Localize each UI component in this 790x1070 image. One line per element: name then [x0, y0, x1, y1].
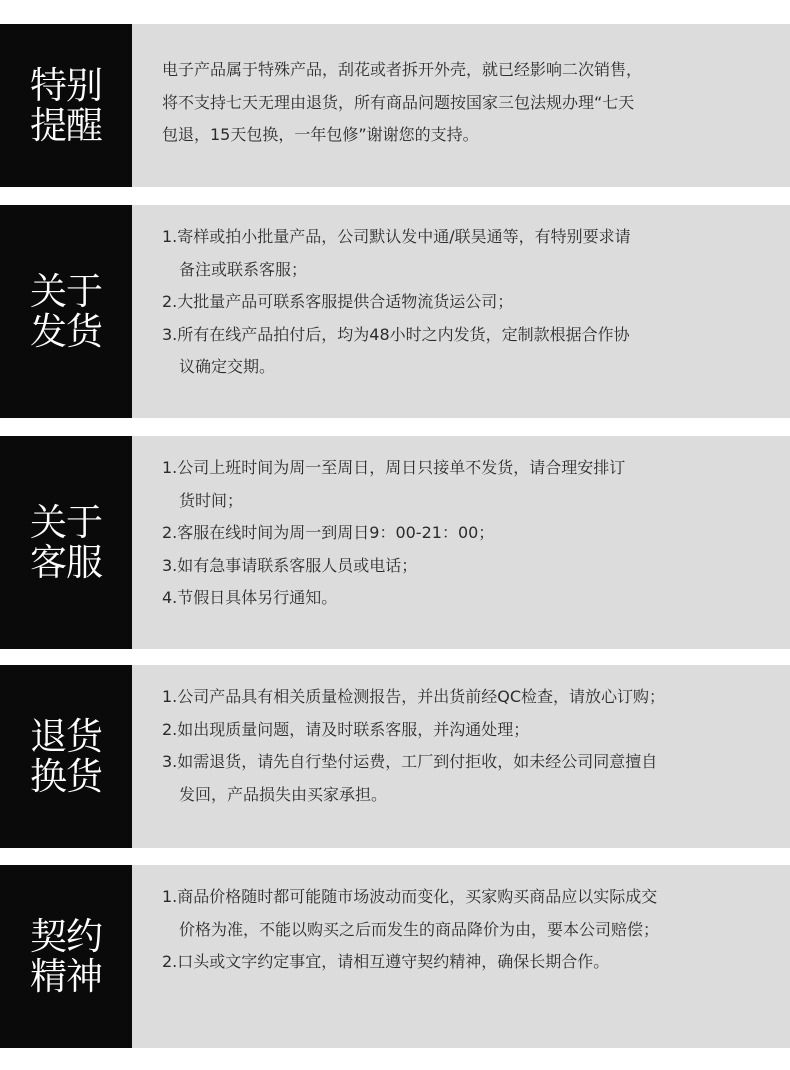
section-text [162, 54, 780, 152]
section-content [132, 865, 790, 1048]
text-line: 1.公司产品具有相关质量检测报告，并出货前经QC检查，请放心订购； [162, 687, 666, 706]
section-title-line: 换货 [30, 754, 102, 798]
section-title-block [0, 24, 132, 187]
section-special-notice [0, 24, 790, 187]
section-content [132, 436, 790, 649]
text-line: 2.大批量产品可联系客服提供合适物流货运公司； [162, 292, 514, 311]
section-text [162, 681, 780, 811]
text-line: 1.公司上班时间为周一至周日，周日只接单不发货，请合理安排订 [162, 458, 626, 477]
text-line: 2.口头或文字约定事宜，请相互遵守契约精神，确保长期合作。 [162, 952, 610, 971]
text-line: 价格为准，不能以购买之后而发生的商品降价为由，要本公司赔偿； [179, 919, 660, 939]
text-line: 3.如有急事请联系客服人员或电话； [162, 555, 418, 575]
section-title-block [0, 665, 132, 848]
text-line: 2.如出现质量问题，请及时联系客服，并沟通处理； [162, 719, 530, 739]
text-line: 发回，产品损失由买家承担。 [179, 784, 388, 804]
section-content [132, 24, 790, 187]
text-line: 货时间； [179, 490, 244, 510]
text-line: 议确定交期。 [179, 357, 276, 376]
section-return-exchange [0, 665, 790, 848]
section-title-line: 契约 [30, 914, 102, 958]
section-customer-service [0, 436, 790, 649]
text-line: 3.所有在线产品拍付后，均为48小时之内发货，定制款根据合作协 [162, 324, 630, 344]
section-title-line: 关于 [30, 500, 102, 544]
section-text [162, 221, 780, 384]
text-line: 备注或联系客服； [179, 259, 308, 279]
text-line: 1.商品价格随时都可能随市场波动而变化，买家购买商品应以实际成交 [162, 887, 658, 906]
section-contract-spirit [0, 865, 790, 1048]
text-line: 4.节假日具体另行通知。 [162, 588, 338, 607]
section-title-line: 精神 [30, 954, 102, 998]
text-line: 3.如需退货，请先自行垫付运费，工厂到付拒收，如未经公司同意擅自 [162, 752, 658, 771]
section-content [132, 205, 790, 418]
section-shipping [0, 205, 790, 418]
text-line: 将不支持七天无理由退货，所有商品问题按国家三包法规办理“七天 [162, 92, 635, 112]
section-content [132, 665, 790, 848]
section-title-line: 发货 [30, 309, 102, 353]
section-title-line: 关于 [30, 269, 102, 313]
text-line: 电子产品属于特殊产品，刮花或者拆开外壳，就已经影响二次销售， [162, 60, 643, 79]
text-line: 包退，15天包换，一年包修”谢谢您的支持。 [162, 125, 479, 144]
section-text [162, 881, 780, 979]
section-title-block [0, 865, 132, 1048]
text-line: 1.寄样或拍小批量产品，公司默认发中通/联昊通等，有特别要求请 [162, 227, 631, 246]
section-title-block [0, 436, 132, 649]
section-title-line: 退货 [30, 714, 102, 758]
section-title-line: 特别 [30, 63, 102, 107]
section-title-block [0, 205, 132, 418]
text-line: 2.客服在线时间为周一到周日9：00-21：00； [162, 523, 495, 542]
section-text [162, 452, 780, 615]
section-title-line: 客服 [30, 540, 102, 584]
section-title-line: 提醒 [30, 103, 102, 147]
